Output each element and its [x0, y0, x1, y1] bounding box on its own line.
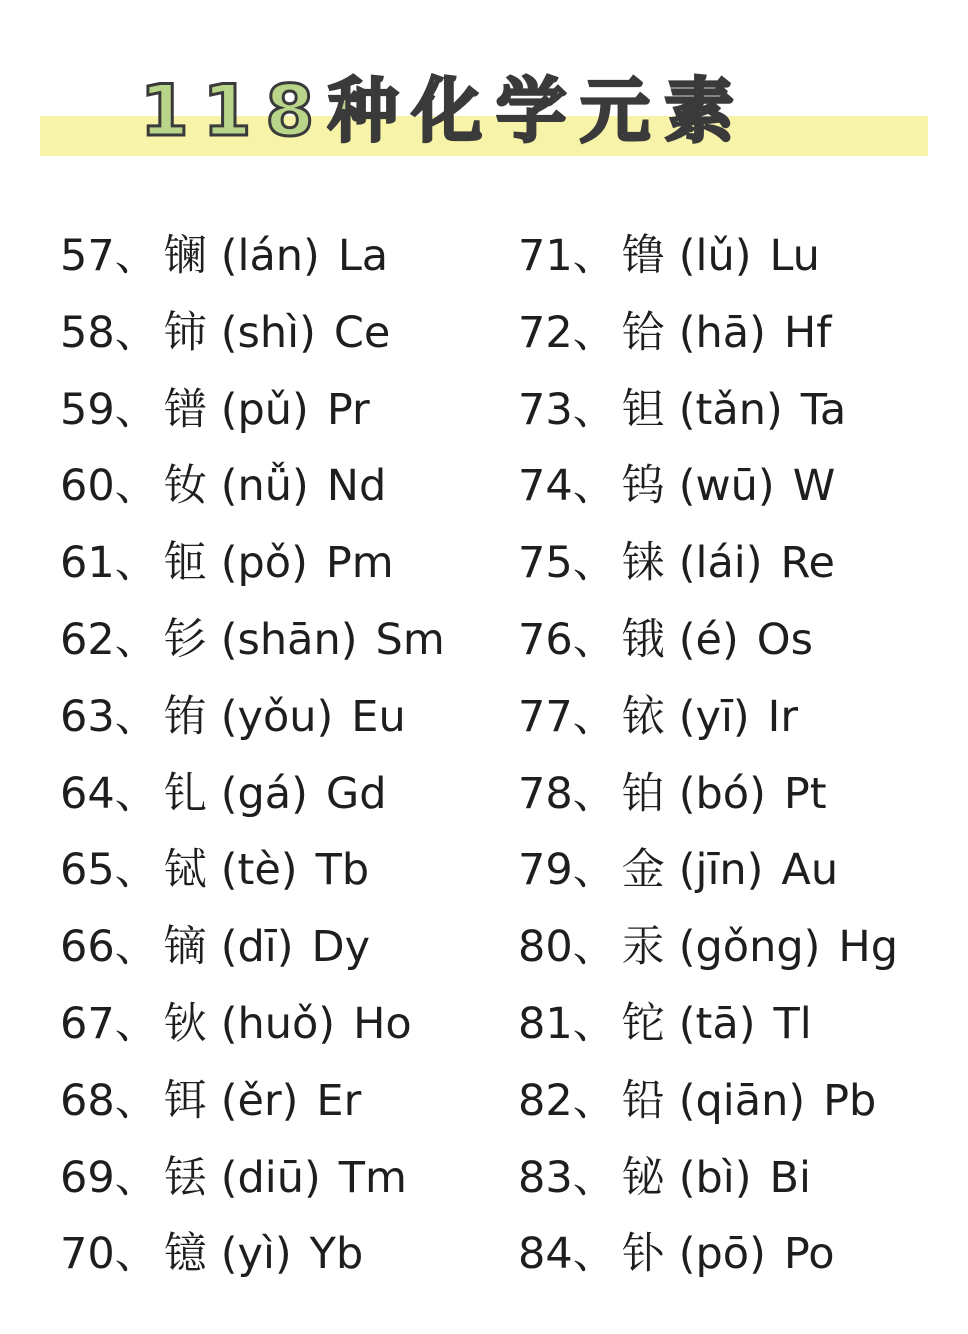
element-pinyin: (yī) [678, 691, 750, 742]
element-pinyin: (yì) [220, 1229, 292, 1280]
element-separator: 、 [572, 538, 616, 589]
element-symbol: Lu [769, 231, 820, 281]
element-separator: 、 [572, 691, 616, 742]
element-row [60, 448, 500, 525]
element-chinese-name: 铕 [163, 691, 207, 742]
element-row [518, 372, 958, 449]
element-chinese-name: 钷 [163, 538, 207, 589]
element-row [60, 832, 500, 909]
element-chinese-name: 铈 [163, 307, 207, 358]
title-area [0, 60, 968, 170]
element-row [518, 525, 958, 602]
element-row [60, 372, 500, 449]
element-symbol: Hg [838, 922, 899, 973]
element-number: 69 [60, 1152, 115, 1203]
element-chinese-name: 镥 [621, 231, 665, 281]
element-number: 65 [60, 845, 115, 896]
element-number: 73 [518, 384, 573, 435]
element-symbol: Eu [351, 691, 406, 742]
element-chinese-name: 钽 [621, 384, 665, 435]
element-pinyin: (shì) [220, 307, 316, 358]
element-symbol: Pt [783, 768, 827, 819]
element-number: 67 [60, 998, 115, 1049]
element-number: 58 [60, 307, 115, 358]
element-number: 57 [60, 231, 115, 281]
element-chinese-name: 钐 [163, 614, 207, 665]
element-pinyin: (gǒng) [678, 922, 821, 973]
element-number: 70 [60, 1229, 115, 1280]
element-number: 68 [60, 1075, 115, 1126]
element-chinese-name: 铒 [163, 1075, 207, 1126]
element-row [60, 218, 500, 295]
element-number: 71 [518, 231, 573, 281]
element-separator: 、 [572, 307, 616, 358]
element-chinese-name: 铥 [163, 1152, 207, 1203]
element-pinyin: (yǒu) [220, 691, 334, 742]
element-symbol: Pb [823, 1075, 877, 1126]
element-chinese-name: 铅 [621, 1075, 665, 1126]
element-separator: 、 [114, 1075, 158, 1126]
element-symbol: Os [756, 614, 813, 665]
element-symbol: Tl [773, 998, 812, 1049]
element-symbol: Ho [353, 998, 412, 1049]
element-symbol: W [792, 461, 836, 512]
element-pinyin: (tā) [678, 998, 756, 1049]
element-row [518, 679, 958, 756]
element-chinese-name: 铂 [621, 768, 665, 819]
element-pinyin: (qiān) [678, 1075, 806, 1126]
element-chinese-name: 铱 [621, 691, 665, 742]
element-chinese-name: 锇 [621, 614, 665, 665]
element-chinese-name: 铼 [621, 538, 665, 589]
element-pinyin: (lán) [220, 231, 320, 281]
element-separator: 、 [572, 845, 616, 896]
element-number: 61 [60, 538, 115, 589]
element-separator: 、 [114, 845, 158, 896]
element-number: 74 [518, 461, 573, 512]
element-symbol: Ir [767, 691, 799, 742]
element-number: 84 [518, 1229, 573, 1280]
element-number: 75 [518, 538, 573, 589]
element-separator: 、 [572, 922, 616, 973]
element-symbol: Er [316, 1075, 362, 1126]
element-pinyin: (pǔ) [220, 384, 309, 435]
element-number: 78 [518, 768, 573, 819]
element-number: 64 [60, 768, 115, 819]
element-separator: 、 [114, 461, 158, 512]
element-row [60, 1216, 500, 1293]
element-symbol: Dy [311, 922, 371, 973]
element-number: 72 [518, 307, 573, 358]
element-pinyin: (ěr) [220, 1075, 299, 1126]
element-row [518, 756, 958, 833]
element-pinyin: (huǒ) [220, 998, 336, 1049]
element-number: 82 [518, 1075, 573, 1126]
element-chinese-name: 镧 [163, 231, 207, 281]
element-number: 77 [518, 691, 573, 742]
element-row [518, 602, 958, 679]
element-separator: 、 [114, 384, 158, 435]
element-number: 80 [518, 922, 573, 973]
element-row [518, 295, 958, 372]
element-separator: 、 [114, 998, 158, 1049]
element-number: 59 [60, 384, 115, 435]
element-separator: 、 [572, 998, 616, 1049]
element-pinyin: (hā) [678, 307, 766, 358]
element-number: 66 [60, 922, 115, 973]
element-symbol: Tb [315, 845, 370, 896]
element-pinyin: (pō) [678, 1229, 766, 1280]
element-row [60, 909, 500, 986]
page-title: 118种化学元素 [140, 70, 749, 152]
element-symbol: Nd [326, 461, 387, 512]
element-row [518, 986, 958, 1063]
element-symbol: Hf [783, 307, 832, 358]
element-chinese-name: 汞 [621, 922, 665, 973]
element-row [518, 1063, 958, 1140]
element-separator: 、 [572, 614, 616, 665]
element-row [60, 756, 500, 833]
element-number: 60 [60, 461, 115, 512]
element-pinyin: (tè) [220, 845, 298, 896]
element-number: 79 [518, 845, 573, 896]
element-separator: 、 [572, 1075, 616, 1126]
element-pinyin: (diū) [220, 1152, 321, 1203]
element-column-right [518, 218, 958, 1293]
element-row [518, 218, 958, 295]
element-symbol: Ce [333, 307, 391, 358]
element-pinyin: (bì) [678, 1152, 752, 1203]
element-separator: 、 [114, 538, 158, 589]
element-symbol: Ta [800, 384, 847, 435]
element-pinyin: (wū) [678, 461, 775, 512]
element-pinyin: (bó) [678, 768, 766, 819]
element-chinese-name: 铋 [621, 1152, 665, 1203]
element-separator: 、 [572, 231, 616, 281]
element-separator: 、 [114, 231, 158, 281]
element-row [60, 986, 500, 1063]
element-separator: 、 [114, 922, 158, 973]
element-separator: 、 [114, 1229, 158, 1280]
element-symbol: Pm [325, 538, 394, 589]
element-chinese-name: 铪 [621, 307, 665, 358]
element-symbol: Gd [325, 768, 387, 819]
element-pinyin: (shān) [220, 614, 358, 665]
element-pinyin: (lái) [678, 538, 763, 589]
element-chinese-name: 镱 [163, 1229, 207, 1280]
element-number: 81 [518, 998, 573, 1049]
element-symbol: Yb [309, 1229, 364, 1280]
element-pinyin: (lǔ) [678, 231, 752, 281]
element-symbol: Po [783, 1229, 835, 1280]
element-row [60, 1063, 500, 1140]
element-chinese-name: 铽 [163, 845, 207, 896]
element-symbol: Sm [375, 614, 445, 665]
element-chinese-name: 金 [621, 845, 665, 896]
element-separator: 、 [114, 614, 158, 665]
element-separator: 、 [114, 768, 158, 819]
element-number: 83 [518, 1152, 573, 1203]
element-row [518, 1140, 958, 1217]
element-chinese-name: 钨 [621, 461, 665, 512]
element-chinese-name: 铊 [621, 998, 665, 1049]
element-symbol: Pr [326, 384, 370, 435]
element-chinese-name: 镨 [163, 384, 207, 435]
element-separator: 、 [572, 1229, 616, 1280]
element-pinyin: (gá) [220, 768, 308, 819]
element-row [518, 832, 958, 909]
element-row [60, 295, 500, 372]
element-row [60, 525, 500, 602]
element-column-left [60, 218, 500, 1293]
element-chinese-name: 钆 [163, 768, 207, 819]
element-chinese-name: 钕 [163, 461, 207, 512]
element-symbol: Au [781, 845, 839, 896]
element-number: 76 [518, 614, 573, 665]
element-row [60, 1140, 500, 1217]
element-symbol: La [337, 231, 389, 281]
element-pinyin: (dī) [220, 922, 294, 973]
element-row [518, 1216, 958, 1293]
element-row [518, 909, 958, 986]
element-number: 63 [60, 691, 115, 742]
element-row [60, 679, 500, 756]
element-row [60, 602, 500, 679]
element-separator: 、 [572, 461, 616, 512]
element-symbol: Bi [769, 1152, 811, 1203]
element-number: 62 [60, 614, 115, 665]
element-pinyin: (pǒ) [220, 538, 308, 589]
element-separator: 、 [572, 384, 616, 435]
element-separator: 、 [114, 1152, 158, 1203]
element-chinese-name: 钋 [621, 1229, 665, 1280]
element-pinyin: (tǎn) [678, 384, 783, 435]
element-chinese-name: 镝 [163, 922, 207, 973]
element-chinese-name: 钬 [163, 998, 207, 1049]
element-separator: 、 [572, 768, 616, 819]
element-pinyin: (é) [678, 614, 739, 665]
element-list [60, 218, 940, 1298]
element-separator: 、 [114, 691, 158, 742]
element-separator: 、 [114, 307, 158, 358]
element-symbol: Re [780, 538, 835, 589]
element-row [518, 448, 958, 525]
element-pinyin: (jīn) [678, 845, 764, 896]
element-pinyin: (nǚ) [220, 461, 309, 512]
element-symbol: Tm [338, 1152, 407, 1203]
element-separator: 、 [572, 1152, 616, 1203]
